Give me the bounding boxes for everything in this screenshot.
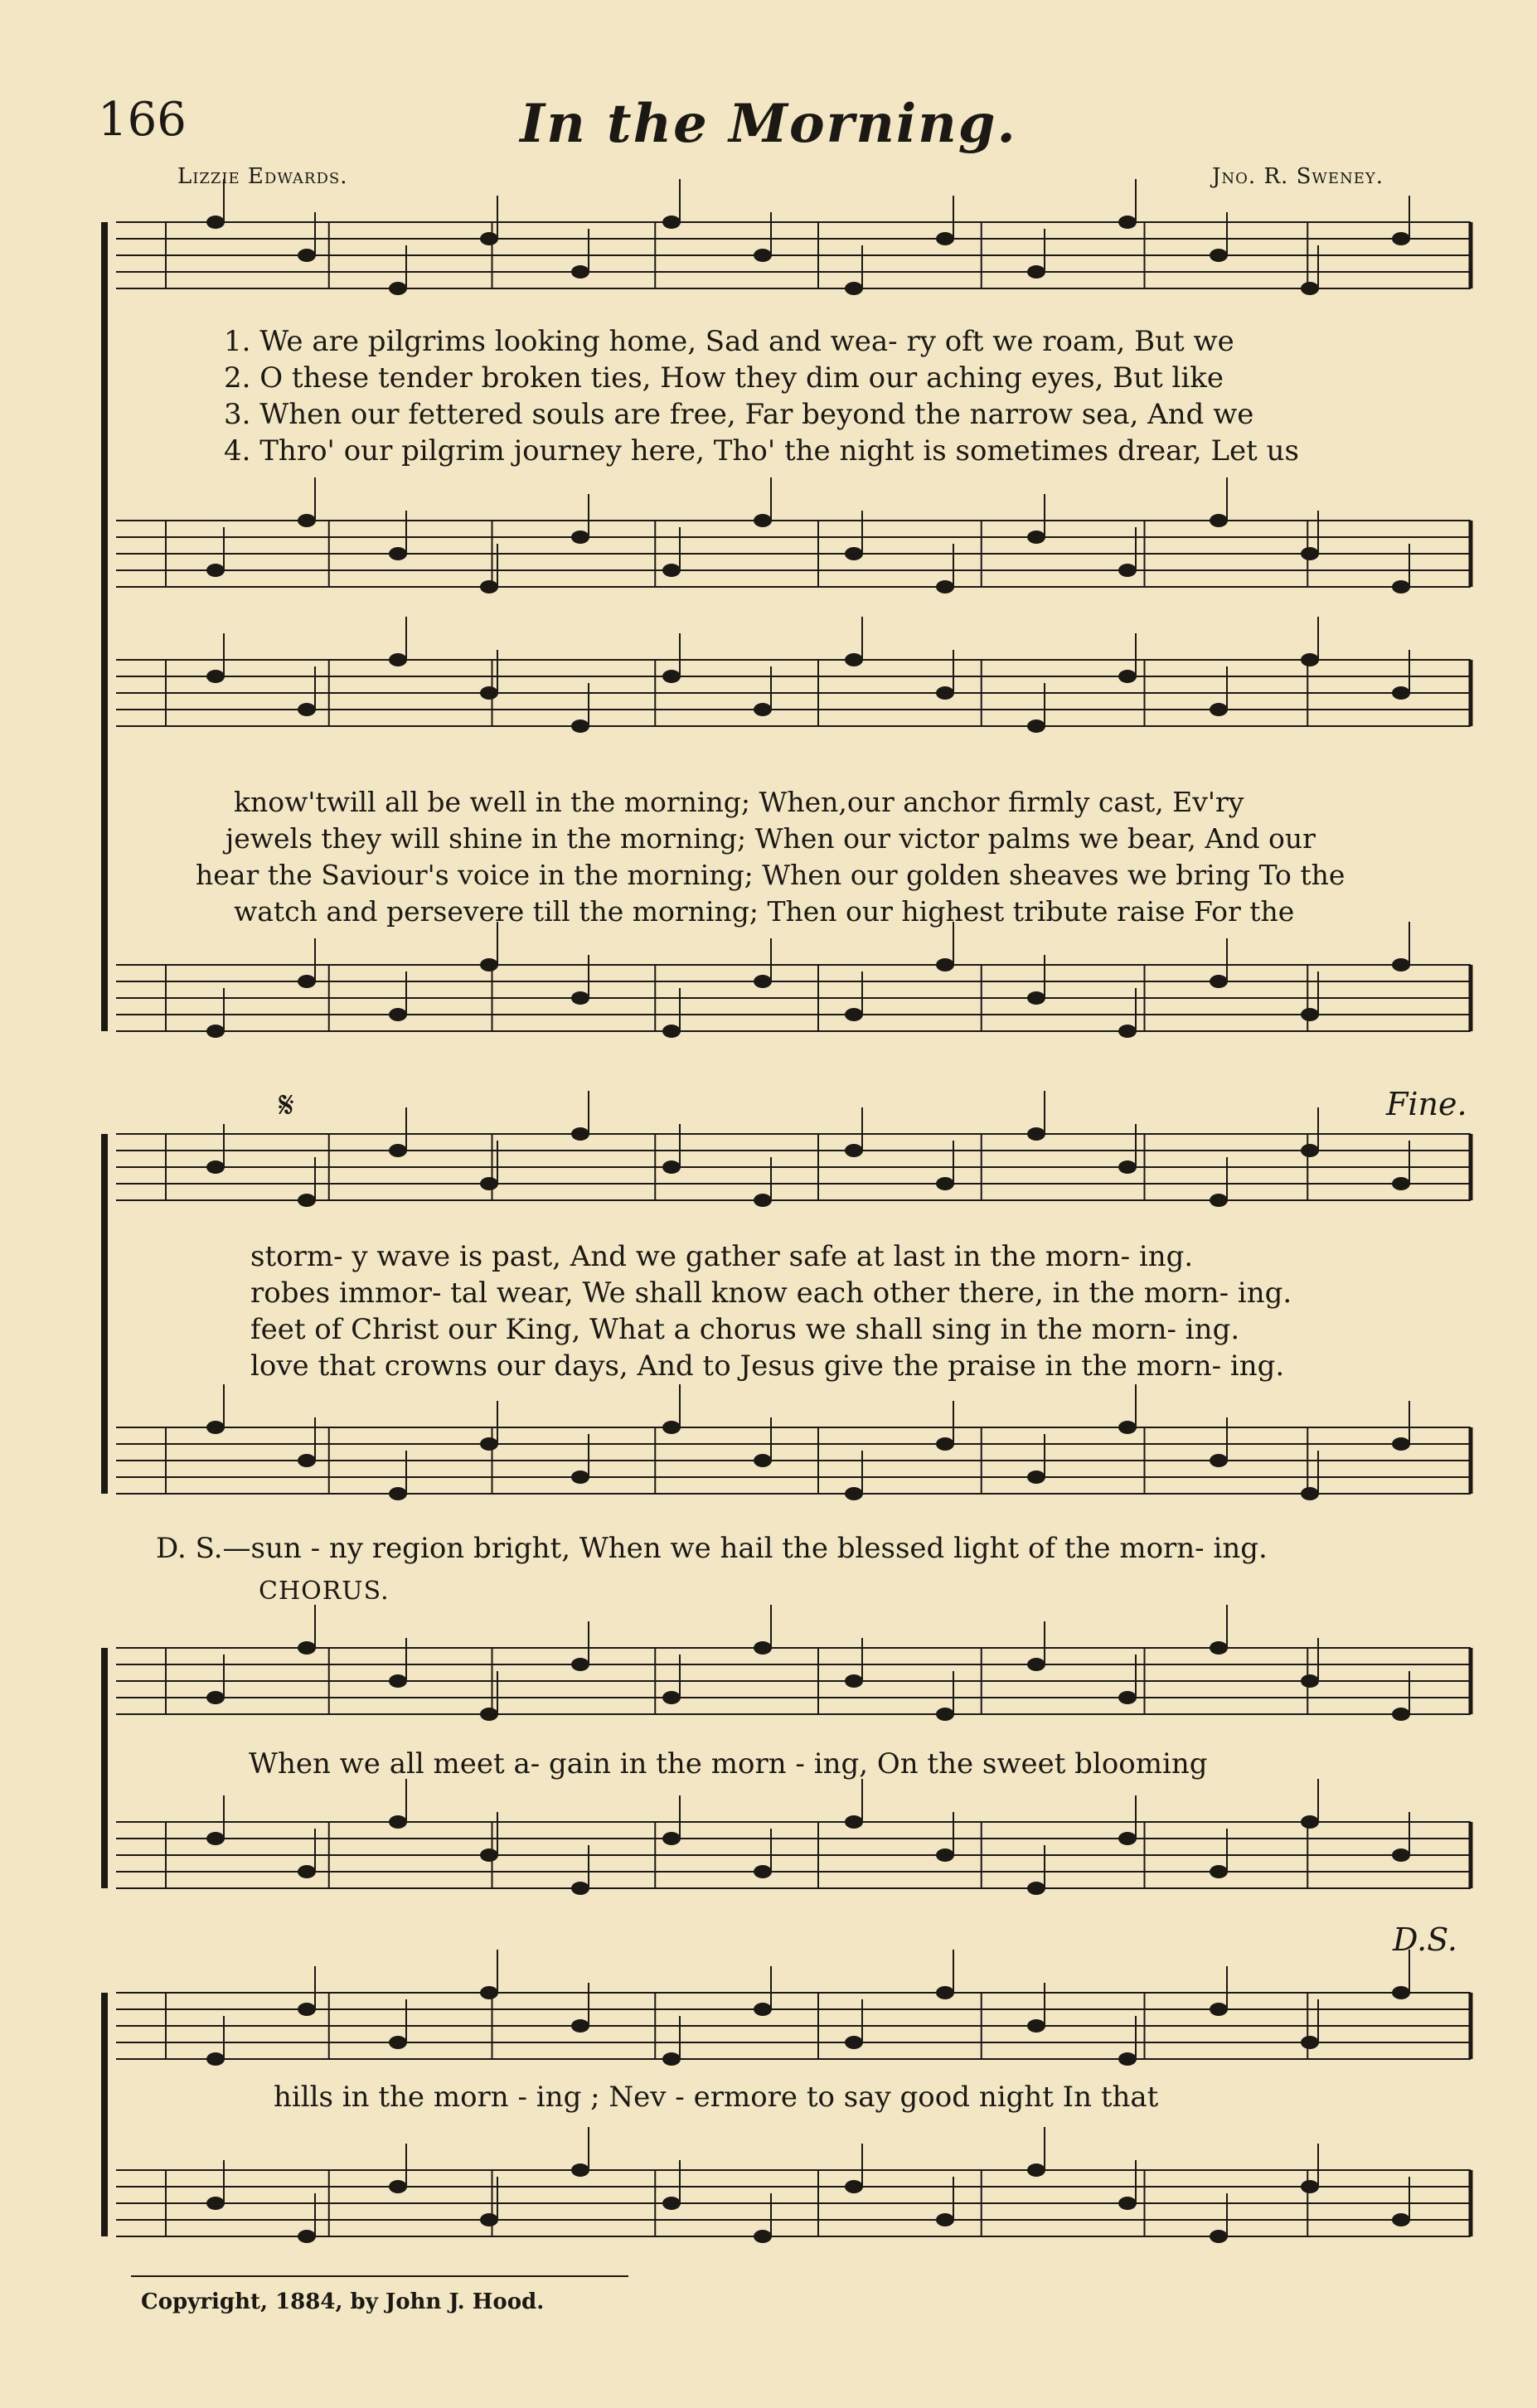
notehead	[389, 1815, 407, 1829]
notehead	[754, 249, 772, 262]
notehead	[1392, 232, 1410, 245]
notehead	[389, 2036, 407, 2049]
notehead	[1210, 514, 1228, 527]
notehead	[1118, 1421, 1137, 1434]
notehead	[298, 2003, 316, 2016]
notehead	[1210, 1865, 1228, 1878]
notehead	[1027, 1882, 1045, 1895]
notehead	[1210, 2003, 1228, 2016]
notehead	[571, 719, 589, 733]
notehead	[662, 216, 681, 229]
ds-text-line: D. S.—sun - ny region bright, When we hail the blessed light of the morn- ing.	[156, 1532, 1268, 1565]
notehead	[754, 703, 772, 716]
notehead	[754, 2003, 772, 2016]
notehead	[1027, 531, 1045, 544]
notehead	[571, 1658, 589, 1671]
notehead	[389, 1008, 407, 1021]
notehead	[936, 1848, 954, 1862]
notehead	[389, 282, 407, 295]
notehead	[1392, 1437, 1410, 1451]
notehead	[1301, 1008, 1319, 1021]
notehead	[298, 1865, 316, 1878]
notehead	[845, 653, 863, 666]
notehead	[298, 514, 316, 527]
chorus-line-1: When we all meet a- gain in the morn - ing, On the sweet blooming	[249, 1747, 1208, 1781]
lyricist-credit: Lizzie Edwards.	[177, 164, 348, 189]
notehead	[754, 1194, 772, 1207]
notehead	[1210, 1641, 1228, 1655]
notehead	[754, 1454, 772, 1467]
notehead	[1027, 2163, 1045, 2177]
notehead	[1027, 1127, 1045, 1141]
notehead	[845, 1674, 863, 1688]
notehead	[1301, 2180, 1319, 2193]
notehead	[206, 216, 225, 229]
notehead	[206, 1025, 225, 1038]
fine-mark: Fine.	[1386, 1086, 1467, 1122]
notehead	[754, 2230, 772, 2243]
verse-line: 1. We are pilgrims looking home, Sad and wea- ry oft we roam, But we	[224, 325, 1234, 358]
notehead	[1118, 216, 1137, 229]
system-bracket	[101, 660, 108, 1031]
notehead	[389, 547, 407, 560]
notehead	[845, 282, 863, 295]
copyright-notice: Copyright, 1884, by John J. Hood.	[141, 2289, 545, 2314]
notehead	[754, 514, 772, 527]
notehead	[1301, 1487, 1319, 1500]
notehead	[662, 1691, 681, 1704]
notehead	[1118, 1832, 1137, 1845]
verse-line: 3. When our fettered souls are free, Far beyond the narrow sea, And we	[224, 398, 1254, 431]
notehead	[1392, 1708, 1410, 1721]
notehead	[1027, 1470, 1045, 1484]
notehead	[662, 1832, 681, 1845]
verse-line: 2. O these tender broken ties, How they dim our aching eyes, But like	[224, 361, 1224, 395]
notehead	[1118, 670, 1137, 683]
notehead	[754, 975, 772, 988]
notehead	[936, 1177, 954, 1190]
notehead	[845, 1008, 863, 1021]
notehead	[571, 1470, 589, 1484]
verse-block-3	[250, 1238, 1292, 1384]
notehead	[206, 1832, 225, 1845]
notehead	[1027, 265, 1045, 279]
notehead	[1210, 703, 1228, 716]
notehead	[1210, 1194, 1228, 1207]
notehead	[480, 1986, 498, 1999]
notehead	[1301, 547, 1319, 560]
notehead	[845, 1144, 863, 1157]
notehead	[1210, 249, 1228, 262]
notehead	[1118, 2197, 1137, 2210]
notehead	[1392, 686, 1410, 700]
system-bracket	[101, 1134, 108, 1494]
system-bracket	[101, 1648, 108, 1888]
notehead	[936, 686, 954, 700]
notehead	[571, 1127, 589, 1141]
notehead	[480, 958, 498, 971]
notehead	[206, 2197, 225, 2210]
notehead	[662, 1025, 681, 1038]
notehead	[1027, 991, 1045, 1005]
notehead	[754, 1641, 772, 1655]
notehead	[1392, 1986, 1410, 1999]
notehead	[936, 1708, 954, 1721]
verse-line: jewels they will shine in the morning; When our victor palms we bear, And our	[225, 822, 1316, 855]
notehead	[571, 991, 589, 1005]
notehead	[1301, 282, 1319, 295]
composer-credit: Jno. R. Sweney.	[1212, 164, 1384, 189]
notehead	[845, 2180, 863, 2193]
notehead	[480, 1848, 498, 1862]
notehead	[1392, 2213, 1410, 2226]
verse-line: robes immor- tal wear, We shall know each other there, in the morn- ing.	[250, 1277, 1292, 1310]
page-number: 166	[98, 93, 187, 147]
notehead	[1210, 1454, 1228, 1467]
notehead	[480, 2213, 498, 2226]
verse-line: love that crowns our days, And to Jesus give the praise in the morn- ing.	[250, 1349, 1285, 1383]
hymn-title: In the Morning.	[520, 93, 1017, 155]
segno-sign: 𝄋	[279, 1084, 294, 1126]
notehead	[480, 1437, 498, 1451]
notehead	[1392, 1848, 1410, 1862]
notehead	[936, 232, 954, 245]
notehead	[1392, 580, 1410, 594]
verse-line: hear the Saviour's voice in the morning; When our golden sheaves we bring To the	[196, 859, 1345, 891]
notehead	[206, 564, 225, 577]
verse-block-1	[224, 323, 1299, 469]
footer-rule	[131, 2275, 628, 2277]
notehead	[298, 703, 316, 716]
notehead	[206, 1160, 225, 1174]
notehead	[1118, 1691, 1137, 1704]
notehead	[571, 265, 589, 279]
system-bracket	[101, 222, 108, 726]
notehead	[389, 1487, 407, 1500]
notehead	[936, 580, 954, 594]
notehead	[936, 1986, 954, 1999]
notehead	[389, 653, 407, 666]
notehead	[298, 2230, 316, 2243]
notehead	[1210, 975, 1228, 988]
verse-line: feet of Christ our King, What a chorus we shall sing in the morn- ing.	[250, 1313, 1240, 1346]
notehead	[298, 1194, 316, 1207]
notehead	[1027, 719, 1045, 733]
notehead	[206, 670, 225, 683]
notehead	[1392, 958, 1410, 971]
verse-line: storm- y wave is past, And we gather safe at last in the morn- ing.	[250, 1240, 1194, 1273]
notehead	[206, 2052, 225, 2066]
notehead	[298, 1454, 316, 1467]
notehead	[936, 958, 954, 971]
notehead	[1301, 1815, 1319, 1829]
verse-line: 4. Thro' our pilgrim journey here, Tho' the night is sometimes drear, Let us	[224, 434, 1299, 468]
notehead	[571, 2019, 589, 2033]
ds-end-mark: D.S.	[1393, 1921, 1457, 1958]
notehead	[1027, 2019, 1045, 2033]
notehead	[662, 2197, 681, 2210]
notehead	[754, 1865, 772, 1878]
notehead	[1118, 1160, 1137, 1174]
notehead	[389, 1144, 407, 1157]
notehead	[571, 1882, 589, 1895]
notehead	[480, 686, 498, 700]
notehead	[936, 2213, 954, 2226]
notehead	[480, 580, 498, 594]
notehead	[845, 1487, 863, 1500]
notehead	[1301, 653, 1319, 666]
notehead	[571, 2163, 589, 2177]
notehead	[206, 1421, 225, 1434]
notehead	[845, 2036, 863, 2049]
notehead	[845, 1815, 863, 1829]
notehead	[389, 1674, 407, 1688]
verse-line: watch and persevere till the morning; Then our highest tribute raise For the	[234, 895, 1295, 928]
chorus-line-2: hills in the morn - ing ; Nev - ermore to say good night In that	[274, 2081, 1159, 2114]
notehead	[662, 564, 681, 577]
notehead	[206, 1691, 225, 1704]
notehead	[1210, 2230, 1228, 2243]
notehead	[936, 1437, 954, 1451]
notehead	[389, 2180, 407, 2193]
notehead	[662, 1160, 681, 1174]
notehead	[1301, 1144, 1319, 1157]
notehead	[298, 1641, 316, 1655]
notehead	[662, 1421, 681, 1434]
notehead	[1301, 2036, 1319, 2049]
notehead	[1118, 564, 1137, 577]
notehead	[1118, 2052, 1137, 2066]
verse-block-2	[196, 784, 1345, 930]
notehead	[662, 670, 681, 683]
verse-line: know'twill all be well in the morning; When,our anchor firmly cast, Ev'ry	[234, 786, 1244, 818]
chorus-label: CHORUS.	[259, 1577, 390, 1606]
notehead	[480, 1708, 498, 1721]
notehead	[1118, 1025, 1137, 1038]
notehead	[1027, 1658, 1045, 1671]
notehead	[480, 232, 498, 245]
notehead	[298, 249, 316, 262]
notehead	[1392, 1177, 1410, 1190]
notehead	[480, 1177, 498, 1190]
notehead	[662, 2052, 681, 2066]
notehead	[298, 975, 316, 988]
system-bracket	[101, 1993, 108, 2236]
notehead	[571, 531, 589, 544]
notehead	[845, 547, 863, 560]
notehead	[1301, 1674, 1319, 1688]
